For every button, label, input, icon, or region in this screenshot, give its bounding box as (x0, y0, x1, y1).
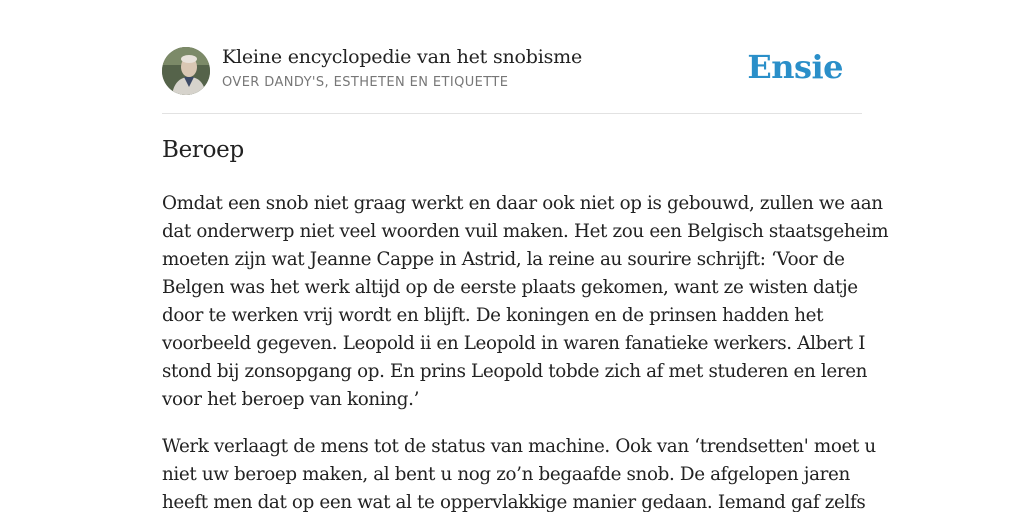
article-paragraph (162, 433, 876, 512)
article-body (162, 190, 889, 512)
paragraph-line: dat onderwerp niet veel woorden vuil maken. Het zou een Belgisch staatsgeheim (162, 221, 889, 242)
paragraph-line: moeten zijn wat Jeanne Cappe in Astrid, la reine au sourire schrijft: ‘Voor de (162, 249, 845, 270)
paragraph-line: Omdat een snob niet graag werkt en daar ook niet op is gebouwd, zullen we aan (162, 193, 883, 214)
paragraph-line: voorbeeld gegeven. Leopold ii en Leopold in waren fanatieke werkers. Albert I (162, 333, 866, 354)
paragraph-line: Belgen was het werk altijd op de eerste plaats gekomen, want ze wisten datje (162, 277, 858, 298)
paragraph-line: Werk verlaagt de mens tot de status van machine. Ook van ‘trendsetten' moet u (162, 436, 876, 457)
blog-subtitle: OVER DANDY'S, ESTHETEN EN ETIQUETTE (222, 75, 509, 90)
paragraph-line: door te werken vrij wordt en blijft. De koningen en de prinsen hadden het (162, 305, 824, 326)
article-title: Beroep (162, 137, 244, 163)
page-container (162, 0, 889, 512)
paragraph-line: voor het beroep van koning.’ (162, 389, 420, 410)
paragraph-line: niet uw beroep maken, al bent u nog zo’n begaafde snob. De afgelopen jaren (162, 464, 850, 485)
blog-title[interactable]: Kleine encyclopedie van het snobisme (222, 46, 583, 68)
blog-header (162, 0, 862, 114)
portrait-avatar[interactable] (162, 47, 210, 95)
article-paragraph (162, 190, 889, 414)
ensie-logo[interactable]: Ensie (747, 48, 843, 86)
paragraph-line: stond bij zonsopgang op. En prins Leopold tobde zich af met studeren en leren (162, 361, 868, 382)
paragraph-line: heeft men dat op een wat al te oppervlakkige manier gedaan. Iemand gaf zelfs (162, 492, 866, 512)
